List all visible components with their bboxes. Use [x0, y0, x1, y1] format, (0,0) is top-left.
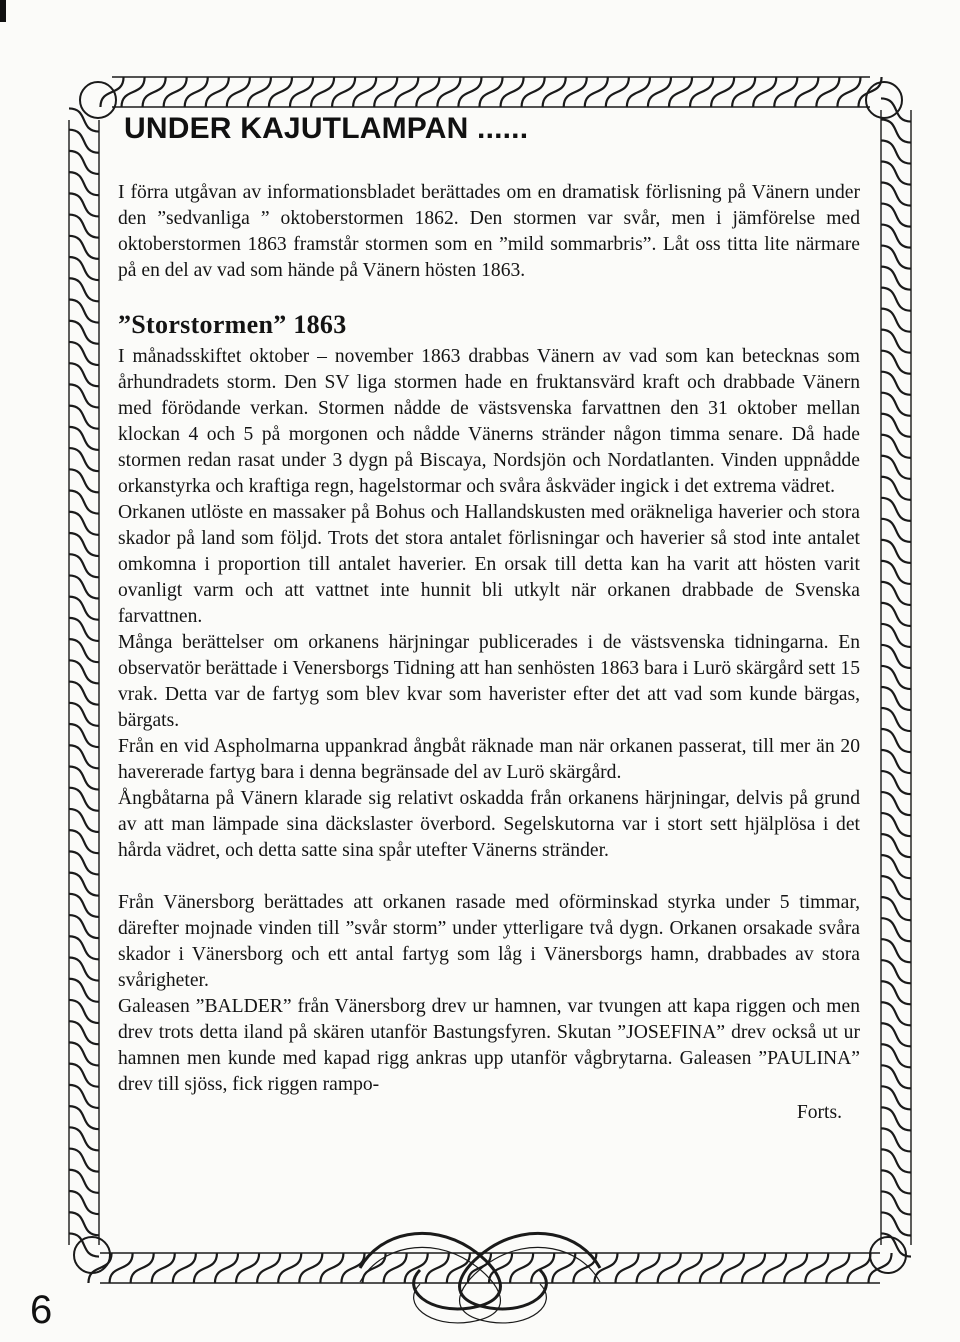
- paragraph: Från Vänersborg berättades att orkanen rasade med oförminskad styrka under 5 timmar, därefter mojnade vinden till ”svår storm” under ytterligare två dygn. Orkanen orsakade svåra skador i Vänersborg och ett antal fartyg som låg i Vänersborgs hamn, drabbades av stora svårigheter.: [118, 892, 860, 991]
- rope-left: [69, 108, 99, 1256]
- paragraph: I månadsskiftet oktober – november 1863 drabbas Vänern av vad som kan betecknas som århundradets storm. Den SV liga stormen hade en fruktansvärd kraft och drabbade Vänern med förödande verkan. Stormen nådde de västsvenska farvattnen den 31 oktober mellan klockan 4 och 5 på morgonen och nådde Vänerns stränder någon timma senare. Då hade stormen redan rasat under 3 dygn på Biscaya, Nordsjön och Nordatlanten. Vinden uppnådde orkanstyrka och kraftiga regn, hagelstormar och svåra åskväder ingick i det extrema vädret.: [118, 346, 860, 497]
- section-title: ”Storstormen” 1863: [118, 310, 347, 339]
- continued-label: Forts.: [796, 1102, 842, 1123]
- rope-top: [100, 77, 881, 107]
- intro-paragraph: I förra utgåvan av informationsbladet berättades om en dramatisk förlisning på Vänern under den ”sedvanliga ” oktoberstormen 1862. Den stormen var svår, men i jämförelse med oktoberstormen 1863 framstår stormen som en ”mild sommarbris”. Låt oss titta lite närmare på en del av vad som hände på Vänern hösten 1863.: [118, 182, 860, 281]
- paragraph: Ångbåtarna på Vänern klarade sig relativt oskadda från orkanens härjningar, delvis på grund av att man lämpade sina däckslaster överbord. Segelskutorna var i stort sett hjälplösa i det hårda vädret, och detta satte sina spår utefter Vänerns stränder.: [118, 788, 860, 861]
- paragraph: Galeasen ”BALDER” från Vänersborg drev ur hamnen, var tvungen att kapa riggen och men drev trots detta iland på skären utanför Bastungsfyren. Skutan ”JOSEFINA” drev också ut ur hamnen men kunde med kapad rigg ankras upp utanför vågbrytarna. Galeasen ”PAULINA” drev till sjöss, fick riggen rampo-: [118, 996, 860, 1095]
- reef-knot-icon: [360, 1233, 600, 1323]
- rope-right: [881, 98, 911, 1256]
- paragraph: Orkanen utlöste en massaker på Bohus och Hallandskusten med oräkneliga haverier och stora skador på land som följd. Trots det stora antalet förlisningar och haverier så stod inte antalet omkomna i proportion till antalet haverier. En orsak till detta kan ha varit att hösten varit ovanligt varm och att vattnet inte hunnit bli utkylt när orkanen drabbade de Svenska farvattnen.: [118, 502, 860, 627]
- article: [118, 112, 860, 1124]
- page-title: UNDER KAJUTLAMPAN ......: [124, 112, 529, 145]
- paragraph: Många berättelser om orkanens härjningar publicerades i de västsvenska tidningarna. En observatör berättade i Venersborgs Tidning att han senhösten 1863 bara i Lurö skärgård sett 15 vrak. Detta var de fartyg som blev kvar som haverister efter det att vad som kunde bärgas, bärgats.: [118, 632, 860, 731]
- page-number: 6: [30, 1288, 53, 1332]
- paragraph: Från en vid Aspholmarna uppankrad ångbåt räknade man när orkanen passerat, till mer än 20 havererade fartyg bara i denna begränsade del av Lurö skärgård.: [118, 736, 860, 783]
